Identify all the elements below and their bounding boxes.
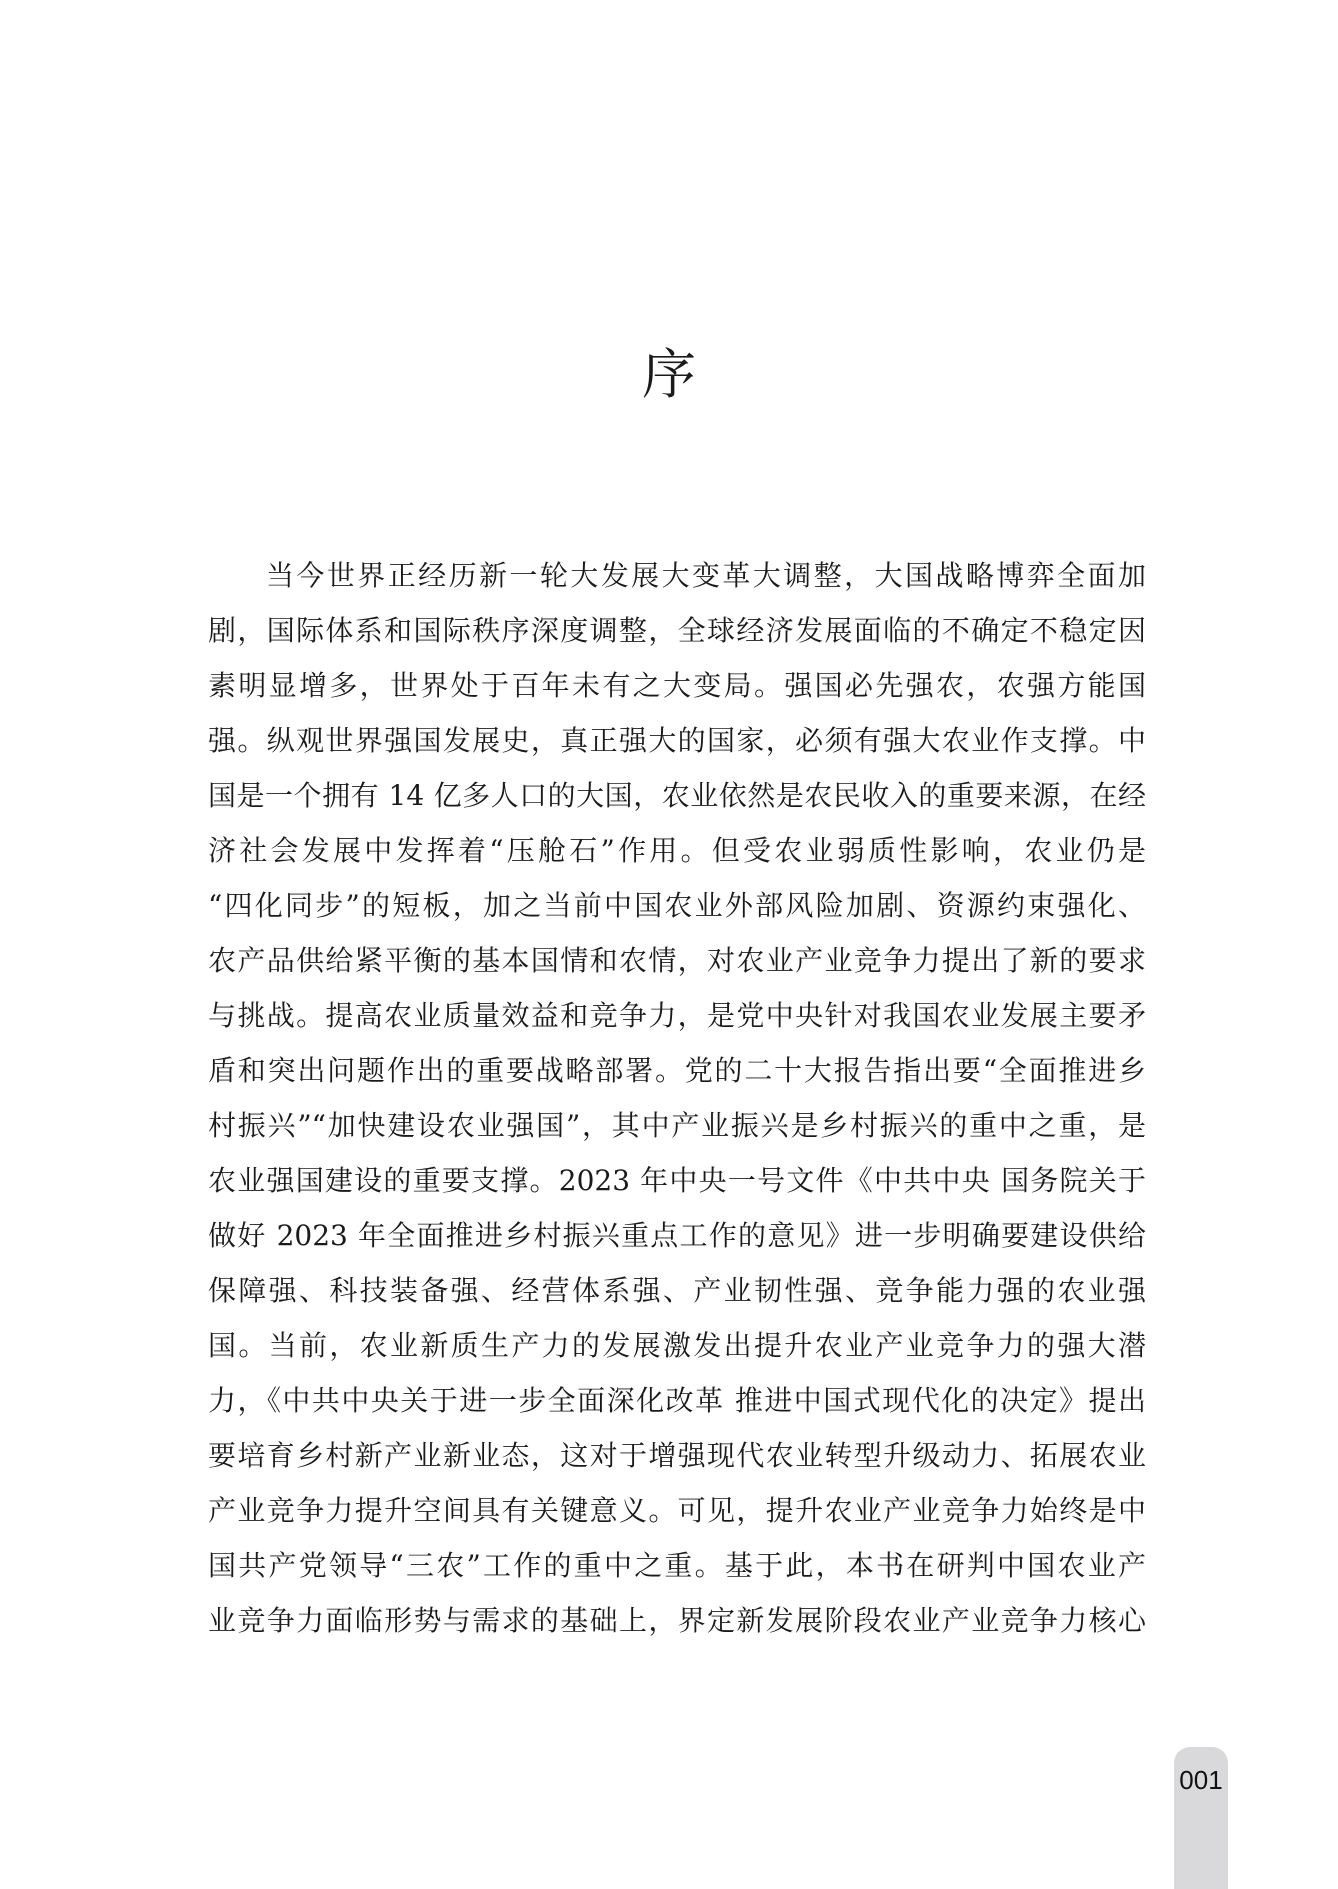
paragraph-line: 产业竞争力提升空间具有关键意义。可见，提升农业产业竞争力始终是中 [208,1494,1146,1527]
paragraph-line: 当今世界正经历新一轮大发展大变革大调整，大国战略博弈全面加 [266,559,1146,592]
paragraph-line: 力，《中共中央关于进一步全面深化改革 推进中国式现代化的决定》提出 [208,1384,1146,1417]
paragraph-line: 素明显增多，世界处于百年未有之大变局。强国必先强农，农强方能国 [208,669,1146,702]
paragraph-line: 做好 2023 年全面推进乡村振兴重点工作的意见》进一步明确要建设供给 [208,1219,1146,1252]
paragraph-line: 济社会发展中发挥着“压舱石”作用。但受农业弱质性影响，农业仍是 [208,834,1146,867]
paragraph-line: 剧，国际体系和国际秩序深度调整，全球经济发展面临的不确定不稳定因 [208,614,1146,647]
preface-body [208,548,1146,1648]
paragraph-line: 农业强国建设的重要支撑。2023 年中央一号文件《中共中央 国务院关于 [208,1164,1146,1197]
page-title: 序 [642,343,696,406]
paragraph-line: 与挑战。提高农业质量效益和竞争力，是党中央针对我国农业发展主要矛 [208,999,1146,1032]
page-number: 001 [1179,1765,1223,1795]
paragraph-line: 村振兴”“加快建设农业强国”，其中产业振兴是乡村振兴的重中之重，是 [208,1109,1146,1142]
page-number-tab [1174,1747,1228,1889]
paragraph-line: 国。当前，农业新质生产力的发展激发出提升农业产业竞争力的强大潜 [208,1329,1146,1362]
paragraph-line: 强。纵观世界强国发展史，真正强大的国家，必须有强大农业作支撑。中 [208,724,1146,757]
paragraph-line: 要培育乡村新产业新业态，这对于增强现代农业转型升级动力、拓展农业 [208,1439,1146,1472]
paragraph-line: 农产品供给紧平衡的基本国情和农情，对农业产业竞争力提出了新的要求 [208,944,1146,977]
paragraph-line: 盾和突出问题作出的重要战略部署。党的二十大报告指出要“全面推进乡 [208,1054,1146,1087]
paragraph-line: 国共产党领导“三农”工作的重中之重。基于此，本书在研判中国农业产 [208,1549,1146,1582]
paragraph-line: 保障强、科技装备强、经营体系强、产业韧性强、竞争能力强的农业强 [208,1274,1146,1307]
paragraph-line: 业竞争力面临形势与需求的基础上，界定新发展阶段农业产业竞争力核心 [208,1604,1146,1637]
paragraph-line: 国是一个拥有 14 亿多人口的大国，农业依然是农民收入的重要来源，在经 [208,779,1146,812]
paragraph-line: “四化同步”的短板，加之当前中国农业外部风险加剧、资源约束强化、 [208,889,1146,922]
